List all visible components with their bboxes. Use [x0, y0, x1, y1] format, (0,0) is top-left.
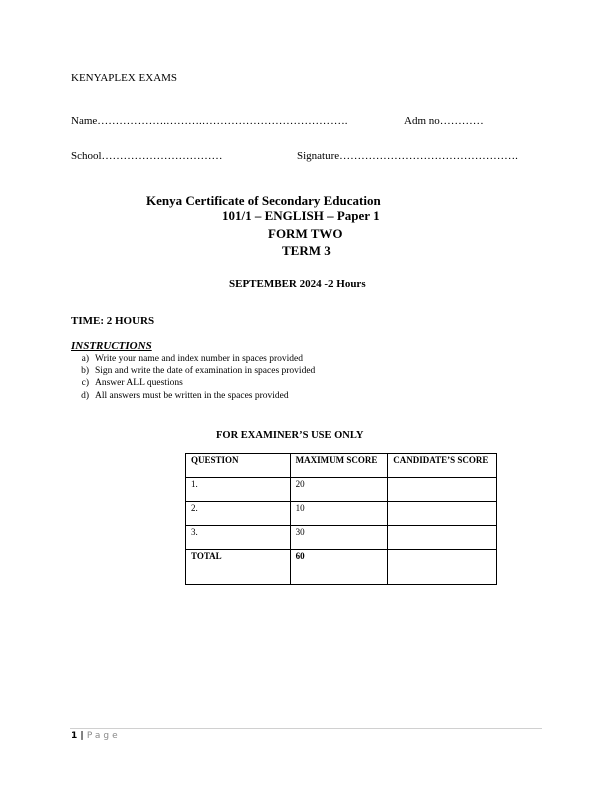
instruction-item: c) Answer ALL questions [81, 378, 183, 389]
column-header-candidate-score: CANDIDATE’S SCORE [388, 454, 497, 478]
instruction-item: b) Sign and write the date of examination in spaces provided [81, 366, 316, 377]
question-cell: 3. [186, 526, 291, 550]
examiner-score-table [185, 453, 497, 585]
question-cell: 1. [186, 478, 291, 502]
candidate-score-cell[interactable] [388, 478, 497, 502]
table-header-row [186, 454, 497, 478]
page-number: 1 [71, 731, 78, 741]
max-score-cell: 20 [290, 478, 388, 502]
page-footer [71, 731, 121, 741]
question-cell: 2. [186, 502, 291, 526]
instruction-item: a) Write your name and index number in spaces provided [81, 354, 304, 364]
instructions-list [71, 353, 315, 402]
organization-name: KENYAPLEX EXAMS [71, 72, 178, 84]
instructions-heading: INSTRUCTIONS [71, 340, 152, 352]
time-allowed: TIME: 2 HOURS [71, 315, 155, 327]
exam-title: Kenya Certificate of Secondary Education [146, 193, 381, 208]
table-row [186, 478, 497, 502]
footer-separator: | [77, 731, 87, 741]
table-row [186, 526, 497, 550]
examiner-table-heading: FOR EXAMINER’S USE ONLY [216, 430, 364, 441]
total-max-cell: 60 [290, 550, 388, 585]
total-label-cell: TOTAL [186, 550, 291, 585]
name-field[interactable]: Name……………….……….…………………………………. [71, 115, 348, 127]
total-candidate-cell[interactable] [388, 550, 497, 585]
footer-divider [70, 728, 542, 729]
max-score-cell: 30 [290, 526, 388, 550]
term: TERM 3 [282, 243, 331, 258]
form-level: FORM TWO [268, 226, 343, 241]
column-header-question: QUESTION [186, 454, 291, 478]
page-label: Page [86, 731, 121, 741]
instruction-item: d) All answers must be written in the spaces provided [81, 390, 289, 401]
exam-date-duration: SEPTEMBER 2024 -2 Hours [229, 278, 366, 290]
candidate-score-cell[interactable] [388, 502, 497, 526]
candidate-score-cell[interactable] [388, 526, 497, 550]
max-score-cell: 10 [290, 502, 388, 526]
adm-no-field[interactable]: Adm no………… [404, 115, 484, 127]
table-row [186, 502, 497, 526]
school-field[interactable]: School…………………………… [71, 150, 223, 162]
paper-code: 101/1 – ENGLISH – Paper 1 [222, 208, 380, 223]
column-header-maximum-score: MAXIMUM SCORE [290, 454, 388, 478]
table-total-row [186, 550, 497, 585]
signature-field[interactable]: Signature…………………………………………. [297, 150, 518, 162]
